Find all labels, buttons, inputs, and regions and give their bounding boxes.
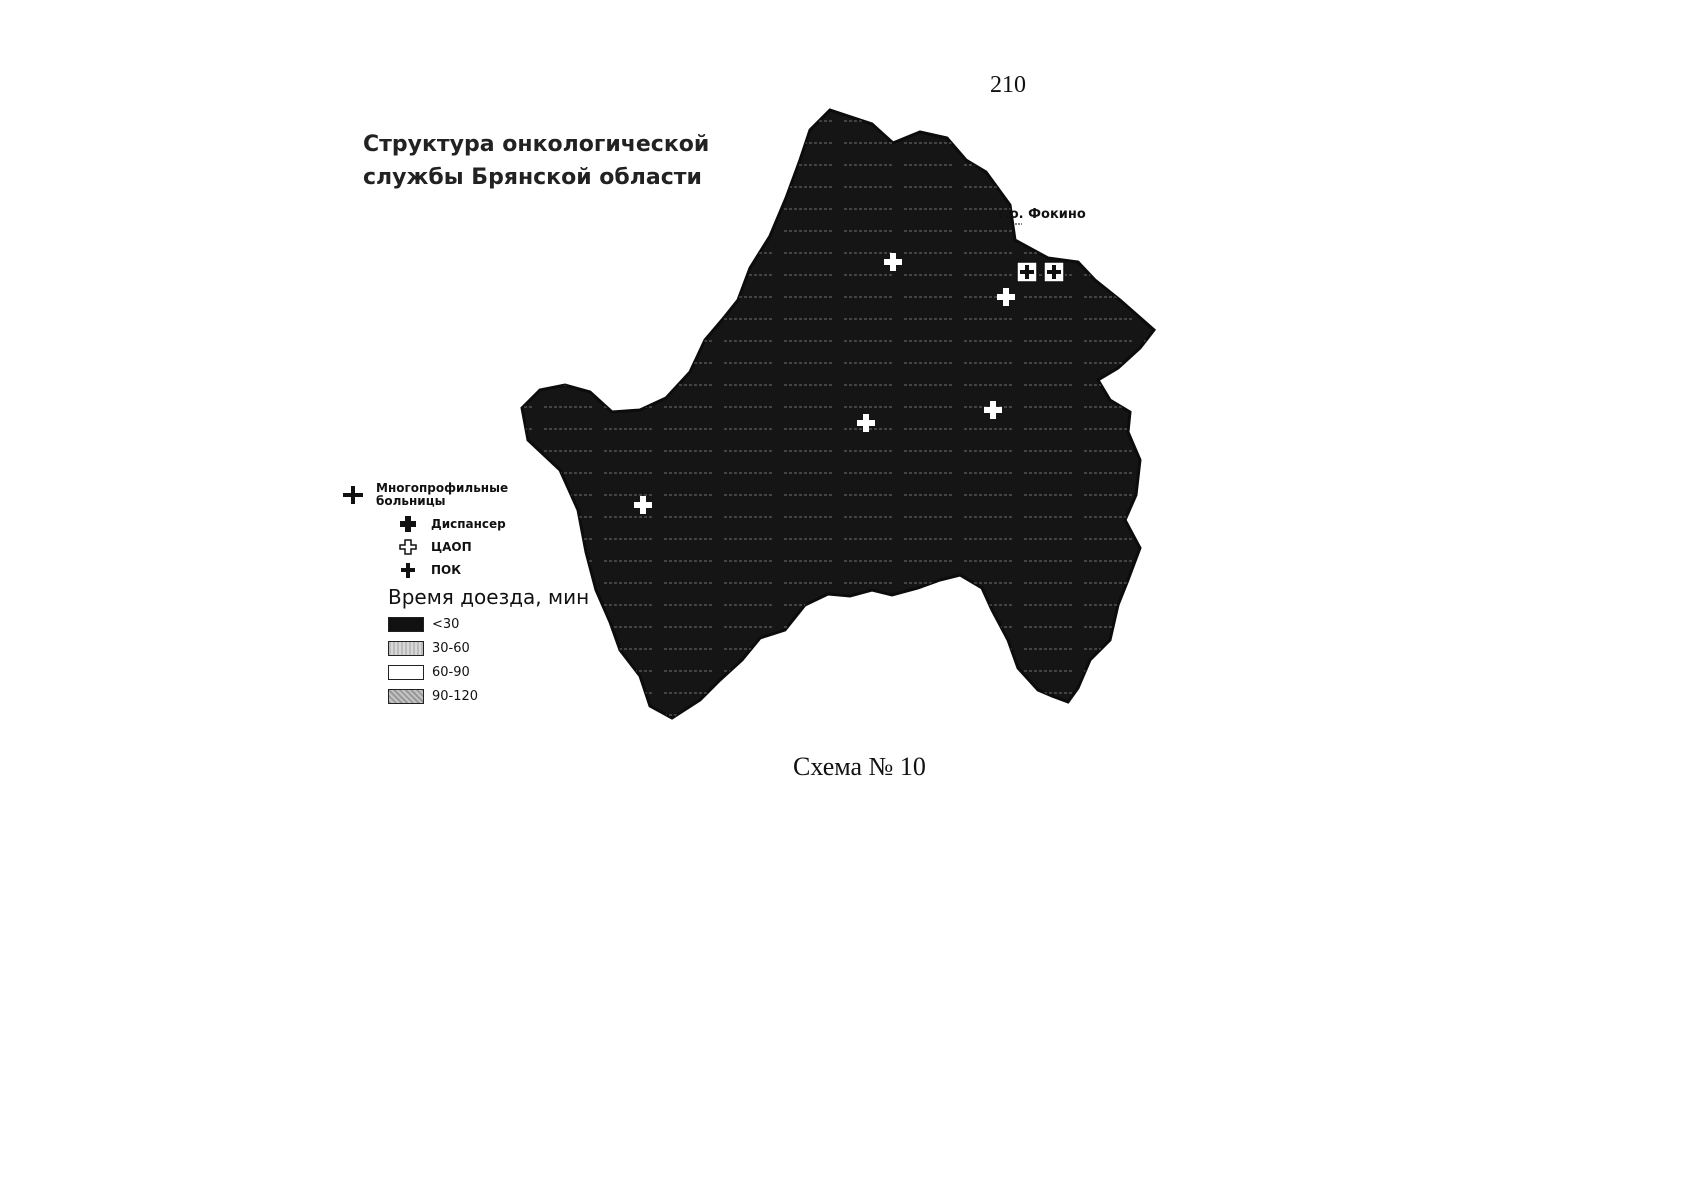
legend-bin-label-60-90: 60-90: [432, 665, 470, 680]
city-label-fokino: г.о. Фокино: [998, 207, 1086, 222]
legend-travel-time-heading: Время доезда, мин: [388, 585, 590, 609]
legend-label-caop: ЦАОП: [431, 539, 472, 554]
swatch-lt30: [388, 617, 424, 632]
legend-bin-lt30: [388, 617, 459, 632]
legend-bin-90-120: [388, 689, 478, 704]
cross-small-icon: [395, 560, 421, 580]
swatch-60-90: [388, 665, 424, 680]
swatch-90-120: [388, 689, 424, 704]
legend-bin-label-90-120: 90-120: [432, 689, 479, 704]
legend-item-pok: [395, 560, 461, 580]
legend-item-multiprofile: [340, 481, 509, 508]
legend-label-multiprofile: Многопрофильные больницы: [376, 481, 509, 508]
legend-label-dispensary: Диспансер: [431, 516, 506, 531]
legend-bin-60-90: [388, 665, 470, 680]
legend-bin-label-lt30: <30: [432, 617, 460, 632]
swatch-30-60: [388, 641, 424, 656]
figure-caption: Схема № 10: [793, 752, 926, 781]
cross-outline-icon: [395, 537, 421, 557]
legend-bin-30-60: [388, 641, 470, 656]
map-title-line-1: Структура онкологической: [363, 132, 710, 157]
cross-bold-icon: [340, 485, 366, 505]
legend-label-pok: ПОК: [431, 562, 462, 577]
legend-item-caop: [395, 537, 472, 557]
legend-bin-label-30-60: 30-60: [432, 641, 470, 656]
cross-icon: [395, 514, 421, 534]
map-title-line-2: службы Брянской области: [363, 165, 702, 190]
page-number: 210: [990, 72, 1026, 98]
legend-item-dispensary: [395, 514, 506, 534]
